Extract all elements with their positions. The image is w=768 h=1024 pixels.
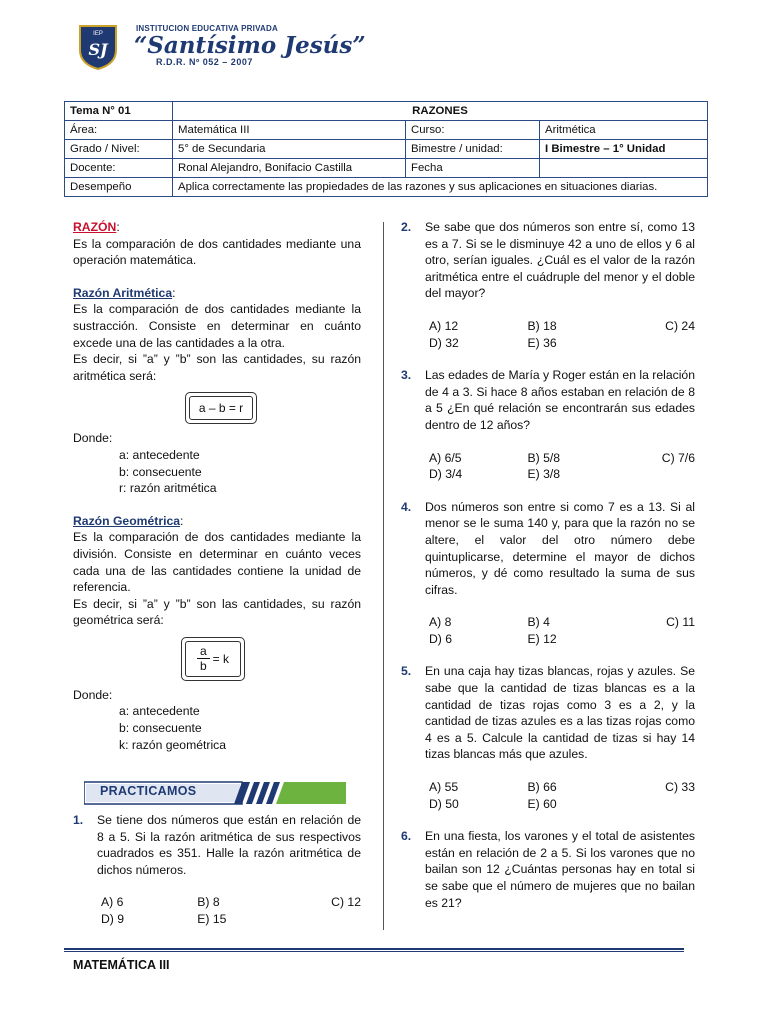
course-value: Aritmética: [540, 121, 708, 140]
problem-number: 2.: [401, 220, 412, 234]
geometric-numerator: a: [197, 644, 210, 659]
problem-text: En una fiesta, los varones y el total de asistentes están en relación de 2 a 5. Si los varones que no bailan son 12 ¿Cuántas personas hay en total si se sabe que el número de mujeres que no bailan es 21?: [425, 829, 695, 910]
info-table: [64, 101, 708, 197]
footer-subject: MATEMÁTICA III: [73, 958, 170, 972]
teacher-value: Ronal Alejandro, Bonifacio Castilla: [173, 159, 406, 178]
course-label: Curso:: [406, 121, 540, 140]
date-label: Fecha: [406, 159, 540, 178]
option: D) 6: [429, 631, 453, 646]
problem-text: Se tiene dos números que están en relación de 8 a 5. Si la razón aritmética de sus respectivos cuadrados es 351. Halle la razón aritmética de dichos números.: [97, 813, 361, 877]
option: D) 9: [101, 911, 125, 926]
arithmetic-where: Donde:: [73, 431, 113, 446]
problem-4: [401, 499, 695, 648]
problem-text: Se sabe que dos números son entre sí, como 13 es a 7. Si se le disminuye 42 a uno de ellos y 6 al otro, serían iguales. ¿Cuál es el valor de la razón aritmética entre el cuádruple del menor y el doble del mayor?: [425, 220, 695, 301]
option: D) 50: [429, 796, 459, 811]
geometric-result: = k: [212, 651, 230, 666]
arithmetic-term: a: antecedente: [119, 447, 200, 462]
problem-text: Las edades de María y Roger están en la relación de 4 a 3. Si hace 8 años estaban en relación de 8 a 5 ¿En qué relación se encontrarán sus edades dentro de 12 años?: [425, 368, 695, 432]
problem-number: 1.: [73, 813, 84, 827]
option: C) 12: [331, 895, 361, 910]
period-label: Bimestre / unidad:: [406, 140, 540, 159]
problem-text: Dos números son entre si como 7 es a 13. Si al menor se le suma 140 y, para que la razón no se altere, el valor del otro número debe quintuplicarse, determine el mayor de dichos números, y dé como resultado la suma de sus cifras.: [425, 499, 695, 597]
option: A) 6/5: [429, 450, 462, 465]
area-label: Área:: [65, 121, 173, 140]
option: E) 12: [527, 631, 557, 646]
geometric-ratio-intro: Es decir, si ”a” y ”b” son las cantidades, su razón geométrica será:: [73, 596, 361, 628]
option: C) 7/6: [661, 450, 695, 465]
practice-title: PRACTICAMOS: [100, 784, 197, 798]
option: C) 11: [666, 615, 695, 630]
problem-options: [405, 450, 695, 483]
problem-options: [77, 894, 361, 927]
geometric-ratio-definition: Es la comparación de dos cantidades mediante la división. Consiste en determinar en cuánto veces cada una de las cantidades contiene la unidad de referencia.: [73, 530, 361, 595]
table-row: [65, 140, 708, 159]
table-row: [65, 178, 708, 197]
table-row: [65, 159, 708, 178]
option: E) 3/8: [527, 467, 561, 482]
problem-3: [401, 367, 695, 483]
arithmetic-ratio-definition: Es la comparación de dos cantidades mediante la sustracción. Consiste en determinar en cuánto excede una de las cantidades a la otra.: [73, 302, 361, 350]
option: A) 8: [429, 615, 452, 630]
arithmetic-ratio-intro: Es decir, si ”a” y ”b” son las cantidades, su razón aritmética será:: [73, 352, 361, 383]
logo-monogram: SJ: [88, 40, 108, 59]
option: A) 12: [429, 318, 459, 333]
problem-2: [401, 219, 695, 351]
topic-value: RAZONES: [173, 102, 708, 121]
grade-label: Grado / Nivel:: [65, 140, 173, 159]
option: C) 24: [665, 318, 695, 333]
performance-label: Desempeño: [65, 178, 173, 197]
problem-number: 3.: [401, 368, 412, 383]
option: D) 3/4: [429, 467, 463, 482]
geometric-formula-box: [181, 637, 245, 681]
option: A) 6: [101, 895, 124, 910]
geometric-term: k: razón geométrica: [119, 737, 227, 752]
footer-rule: [64, 948, 684, 950]
performance-value: Aplica correctamente las propiedades de las razones y sus aplicaciones en situaciones diarias.: [173, 178, 708, 197]
option: E) 36: [527, 335, 557, 350]
option: B) 4: [527, 615, 550, 630]
right-column: [401, 219, 695, 911]
option: B) 8: [197, 895, 220, 910]
option: B) 5/8: [527, 450, 561, 465]
geometric-ratio-title: Razón Geométrica: [73, 513, 181, 528]
option: B) 18: [527, 318, 557, 333]
teacher-label: Docente:: [65, 159, 173, 178]
topic-label: Tema N° 01: [65, 102, 173, 121]
option: A) 55: [429, 780, 459, 795]
razon-title: RAZÓN: [73, 220, 117, 234]
option: C) 33: [665, 780, 695, 795]
razon-definition: Es la comparación de dos cantidades mediante una operación matemática.: [73, 236, 361, 268]
problem-options: [405, 614, 695, 647]
arithmetic-formula-box: [185, 392, 257, 424]
table-row: [65, 121, 708, 140]
geometric-term: b: consecuente: [119, 721, 202, 736]
geometric-where: Donde:: [73, 687, 113, 702]
geometric-term: a: antecedente: [119, 704, 200, 719]
left-column: RAZÓN: Es la comparación de dos cantidades mediante una operación matemática. Razón Aritmética: Es la comparación de dos cantidades mediante la sustracción. Consiste en determinar en cuánto excede una de las cantidades a la otra. Es decir, si ”a” y ”b” son las cantidades, su razón aritmética será: a – b = r Donde: a: antecedente b: consecuente r: razón aritmética Razón Geométrica: Es la comparación de dos cantidades mediante la división. Consiste en determinar en cuánto veces cada una de las cantidades contiene la unidad de referencia. Es decir, si ”a” y ”b” son las cantidades, su razón geométrica será: $\frac{a}{b}$ = k Donde: a: antecedente b: consecuente k: razón geométrica: [73, 220, 361, 752]
date-value: [540, 159, 708, 178]
geometric-formula: [185, 641, 241, 677]
option: E) 15: [197, 911, 227, 926]
arithmetic-term: r: razón aritmética: [119, 481, 217, 496]
problem-6: [401, 828, 695, 911]
column-divider: [383, 222, 384, 930]
period-value: I Bimestre – 1° Unidad: [540, 140, 708, 159]
option: E) 60: [527, 796, 557, 811]
school-resolution: R.D.R. Nº 052 – 2007: [156, 57, 253, 67]
problem-options: [405, 779, 695, 812]
geometric-denominator: b: [199, 659, 207, 674]
grade-value: 5° de Secundaria: [173, 140, 406, 159]
area-value: Matemática III: [173, 121, 406, 140]
school-logo: [78, 24, 118, 70]
problem-number: 6.: [401, 829, 412, 844]
arithmetic-ratio-title: Razón Aritmética: [73, 285, 173, 300]
option: B) 66: [527, 780, 557, 795]
school-name: “Santísimo Jesús”: [134, 32, 366, 59]
problem-1: [73, 812, 361, 928]
table-row: [65, 102, 708, 121]
problem-text: En una caja hay tizas blancas, rojas y azules. Se sabe que la cantidad de tizas blancas es a la cantidad de tizas rojas como 3 es a 2, y la cantidad de tizas azules es a las tizas rojas como 4 es a 5. Calcule la cantidad de tizas si hay 14 tizas blancas más que azules.: [425, 664, 695, 762]
option: D) 32: [429, 335, 459, 350]
problem-number: 4.: [401, 499, 412, 514]
problem-number: 5.: [401, 664, 412, 679]
school-type: INSTITUCION EDUCATIVA PRIVADA: [136, 24, 278, 33]
problem-5: [401, 663, 695, 812]
footer-rule: [64, 951, 684, 952]
arithmetic-term: b: consecuente: [119, 464, 202, 479]
arithmetic-formula: a – b = r: [189, 396, 253, 420]
logo-text: IEP: [93, 31, 103, 37]
problem-options: [405, 318, 695, 351]
